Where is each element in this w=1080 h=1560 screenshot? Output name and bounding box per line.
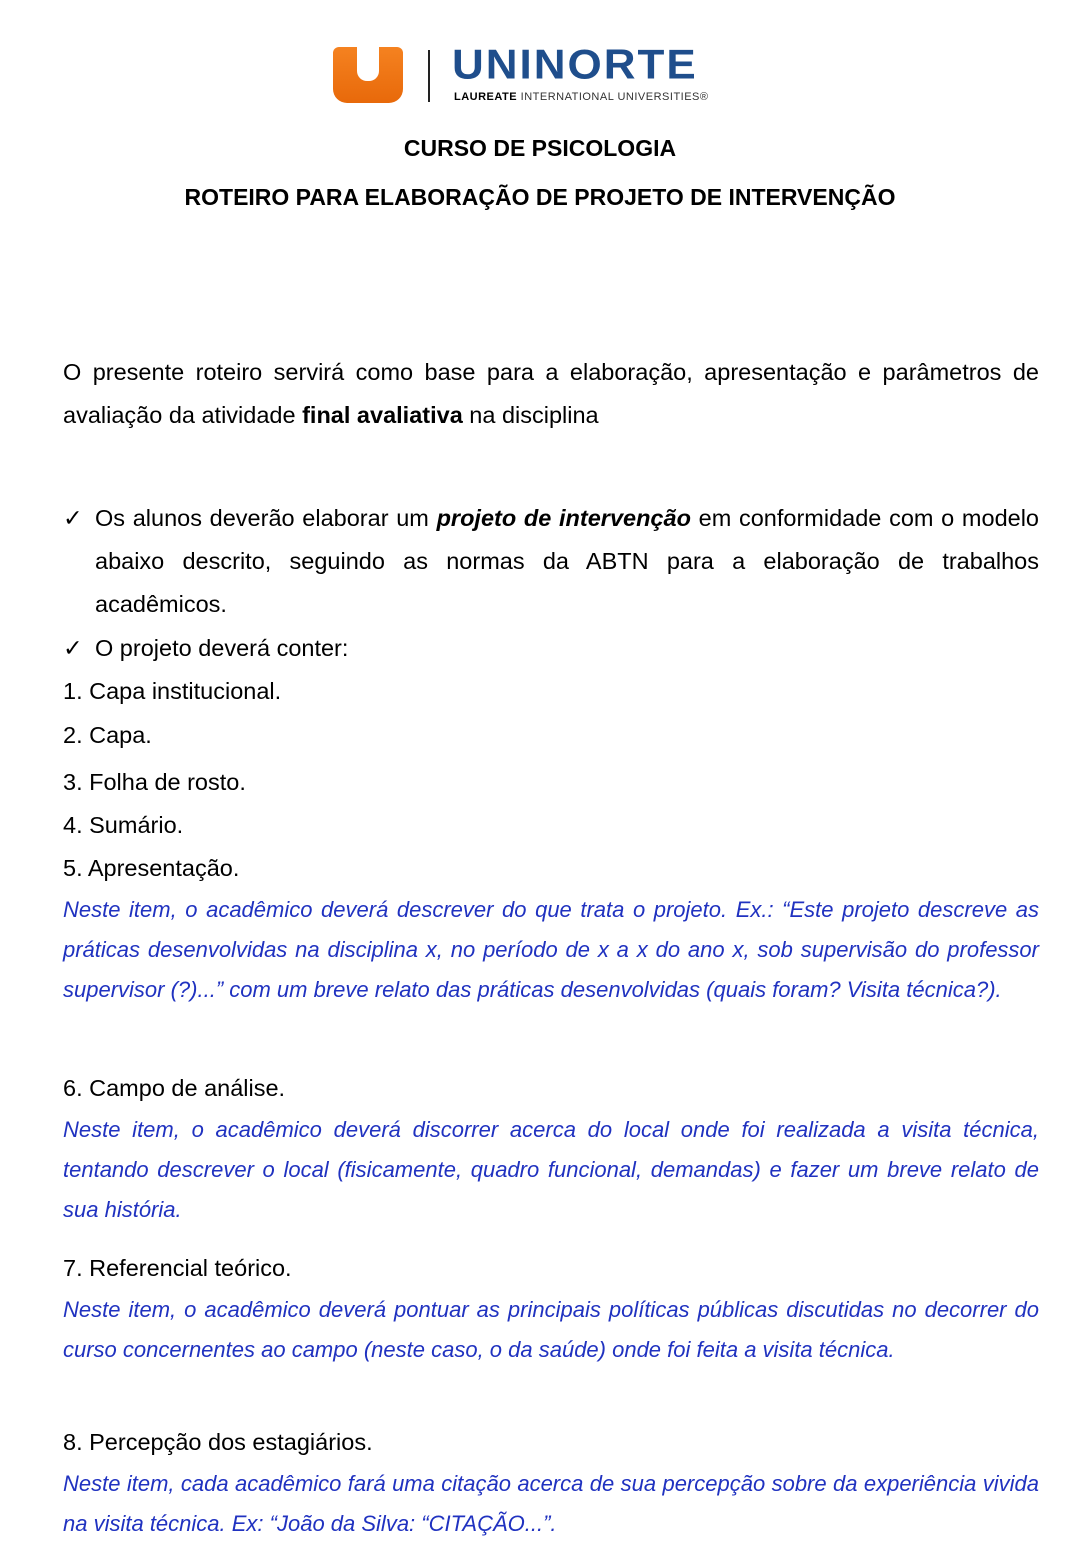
section-title: 8. Percepção dos estagiários. (63, 1429, 373, 1455)
intro-paragraph: O presente roteiro servirá como base para a elaboração, apresentação e parâmetros de avaliação da atividade final avaliativa na disciplina (63, 359, 1039, 428)
section-note: Neste item, cada acadêmico fará uma citação acerca de sua percepção sobre da experiência vivida na visita técnica. Ex: “João da Silva: “CITAÇÃO...”. (63, 1471, 1039, 1536)
course-heading: CURSO DE PSICOLOGIA (403, 135, 677, 161)
section-note: Neste item, o acadêmico deverá pontuar as principais políticas públicas discutidas no decorrer do curso concernentes ao campo (neste caso, o da saúde) onde foi feita a visita técnica. (63, 1297, 1039, 1362)
section-title: 2. Capa. (63, 722, 152, 748)
checklist-item: ✓ O projeto deverá conter: (63, 627, 1039, 670)
institution-logo (0, 41, 1080, 108)
section-title: 3. Folha de rosto. (63, 769, 246, 795)
brand-tagline: LAUREATE INTERNATIONAL UNIVERSITIES® (454, 91, 709, 103)
logo-divider (428, 50, 430, 102)
u-logo-mark (333, 47, 403, 103)
section-title: 4. Sumário. (63, 812, 184, 838)
section-title: 1. Capa institucional. (63, 678, 282, 704)
section-title: 7. Referencial teórico. (63, 1255, 292, 1281)
section-note: Neste item, o acadêmico deverá descrever do que trata o projeto. Ex.: “Este projeto descreve as práticas desenvolvidas na disciplina x, no período de x a x do ano x, sob supervisão do professor supervisor (?)...” com um breve relato das práticas desenvolvidas (quais foram? Visita técnica?). (63, 897, 1039, 1002)
document-title: ROTEIRO PARA ELABORAÇÃO DE PROJETO DE INTERVENÇÃO (184, 184, 896, 210)
section-note: Neste item, o acadêmico deverá discorrer acerca do local onde foi realizada a visita técnica, tentando descrever o local (fisicamente, quadro funcional, demandas) e fazer um breve relato de sua história. (63, 1117, 1039, 1222)
checkmark-icon: ✓ (63, 635, 83, 661)
brand-name: UNINORTE (452, 41, 698, 88)
section-title: 5. Apresentação. (63, 855, 240, 881)
checklist-item: ✓ Os alunos deverão elaborar um projeto de intervenção em conformidade com o modelo abaixo descrito, seguindo as normas da ABTN para a elaboração de trabalhos acadêmicos. (63, 497, 1039, 626)
checkmark-icon: ✓ (63, 505, 83, 531)
section-title: 6. Campo de análise. (63, 1075, 286, 1101)
